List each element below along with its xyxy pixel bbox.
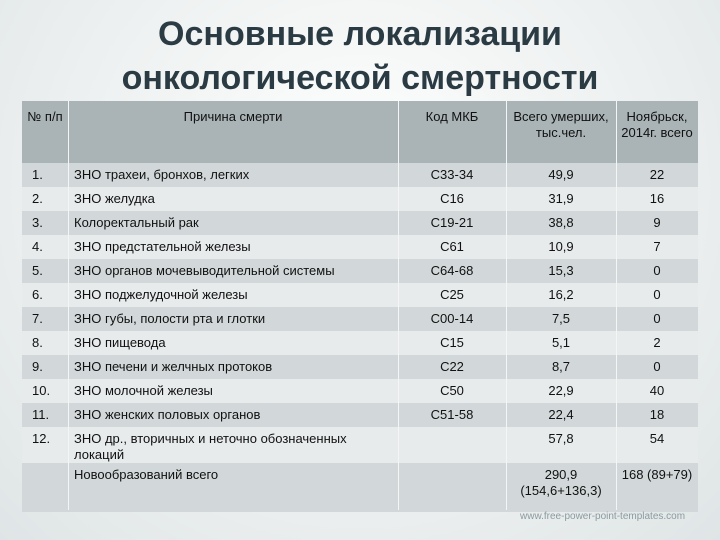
cell-cause: ЗНО губы, полости рта и глотки (74, 311, 266, 326)
cell-num: 7. (32, 311, 43, 326)
cell-cause: ЗНО органов мочевыводительной системы (74, 263, 335, 278)
cell-noyabrsk: 7 (653, 239, 661, 254)
cell-noyabrsk: 40 (649, 383, 665, 398)
cell-code: С64-68 (430, 263, 474, 278)
cell-noyabrsk: 168 (89+79) (621, 467, 693, 482)
cell-cause: ЗНО др., вторичных и неточно обозначенных локаций (74, 431, 347, 462)
cell-noyabrsk: 9 (653, 215, 661, 230)
cell-total: 290,9 (154,6+136,3) (520, 467, 602, 498)
cell-cause: ЗНО предстательной железы (74, 239, 251, 254)
table-row (22, 355, 698, 379)
cell-code (398, 427, 506, 463)
header-num: № п/п (27, 109, 63, 124)
cell-code: С33-34 (430, 167, 474, 182)
header-cause: Причина смерти (183, 109, 283, 124)
cell-cause: Новообразований всего (74, 467, 219, 482)
table-row (22, 379, 698, 403)
cell-cause: Колоректальный рак (74, 215, 199, 230)
cell-noyabrsk: 0 (653, 263, 661, 278)
cell-total: 31,9 (548, 191, 574, 206)
cell-code (398, 463, 506, 512)
cell-total: 16,2 (548, 287, 574, 302)
cell-total: 22,9 (548, 383, 574, 398)
table-row (22, 307, 698, 331)
cell-noyabrsk: 16 (649, 191, 665, 206)
cell-total: 7,5 (551, 311, 571, 326)
cell-code: С25 (440, 287, 464, 302)
cell-code: С15 (440, 335, 464, 350)
header-code: Код МКБ (425, 109, 479, 124)
cell-num: 9. (32, 359, 43, 374)
watermark: www.free-power-point-templates.com (520, 511, 686, 522)
mortality-table (22, 101, 698, 510)
cell-total: 49,9 (548, 167, 574, 182)
cell-num: 2. (32, 191, 43, 206)
cell-cause: ЗНО женских половых органов (74, 407, 261, 422)
header-total: Всего умерших, тыс.чел. (513, 109, 609, 140)
cell-total: 15,3 (548, 263, 574, 278)
cell-cause: ЗНО пищевода (74, 335, 166, 350)
table-row (22, 187, 698, 211)
cell-total: 22,4 (548, 407, 574, 422)
table-row (22, 331, 698, 355)
column-divider (398, 101, 399, 510)
cell-noyabrsk: 0 (653, 359, 661, 374)
cell-noyabrsk: 0 (653, 287, 661, 302)
cell-noyabrsk: 18 (649, 407, 665, 422)
table-row (22, 427, 698, 463)
cell-code: С61 (440, 239, 464, 254)
cell-total: 5,1 (551, 335, 571, 350)
table-row (22, 259, 698, 283)
title-line-2: онкологической смертности (121, 59, 599, 97)
header-noyabrsk: Ноябрьск, 2014г. всего (621, 109, 693, 140)
cell-num: 10. (32, 383, 51, 398)
table-header-row (22, 101, 698, 163)
cell-code: С50 (440, 383, 464, 398)
cell-num: 1. (32, 167, 43, 182)
cell-noyabrsk: 0 (653, 311, 661, 326)
cell-cause: ЗНО печени и желчных протоков (74, 359, 273, 374)
cell-num: 3. (32, 215, 43, 230)
table-row (22, 463, 698, 512)
column-divider (616, 101, 617, 510)
cell-noyabrsk: 54 (649, 431, 665, 446)
cell-code: С51-58 (430, 407, 474, 422)
table-row (22, 211, 698, 235)
column-divider (68, 101, 69, 510)
title-line-1: Основные локализации (158, 15, 562, 53)
cell-cause: ЗНО трахеи, бронхов, легких (74, 167, 250, 182)
table-row (22, 283, 698, 307)
slide-title (0, 12, 720, 100)
cell-total: 57,8 (548, 431, 574, 446)
cell-noyabrsk: 2 (653, 335, 661, 350)
table-row (22, 163, 698, 187)
cell-cause: ЗНО желудка (74, 191, 155, 206)
cell-num (22, 463, 68, 512)
cell-num: 4. (32, 239, 43, 254)
column-divider (506, 101, 507, 510)
cell-cause: ЗНО молочной железы (74, 383, 213, 398)
table-row (22, 403, 698, 427)
cell-num: 6. (32, 287, 43, 302)
cell-total: 10,9 (548, 239, 574, 254)
cell-total: 38,8 (548, 215, 574, 230)
cell-code: С19-21 (430, 215, 474, 230)
cell-num: 8. (32, 335, 43, 350)
cell-code: С00-14 (430, 311, 474, 326)
cell-noyabrsk: 22 (649, 167, 665, 182)
cell-total: 8,7 (551, 359, 571, 374)
cell-num: 11. (32, 407, 50, 422)
cell-num: 12. (32, 431, 51, 446)
cell-cause: ЗНО поджелудочной железы (74, 287, 248, 302)
cell-num: 5. (32, 263, 43, 278)
cell-code: С16 (440, 191, 464, 206)
cell-code: С22 (440, 359, 464, 374)
table-row (22, 235, 698, 259)
